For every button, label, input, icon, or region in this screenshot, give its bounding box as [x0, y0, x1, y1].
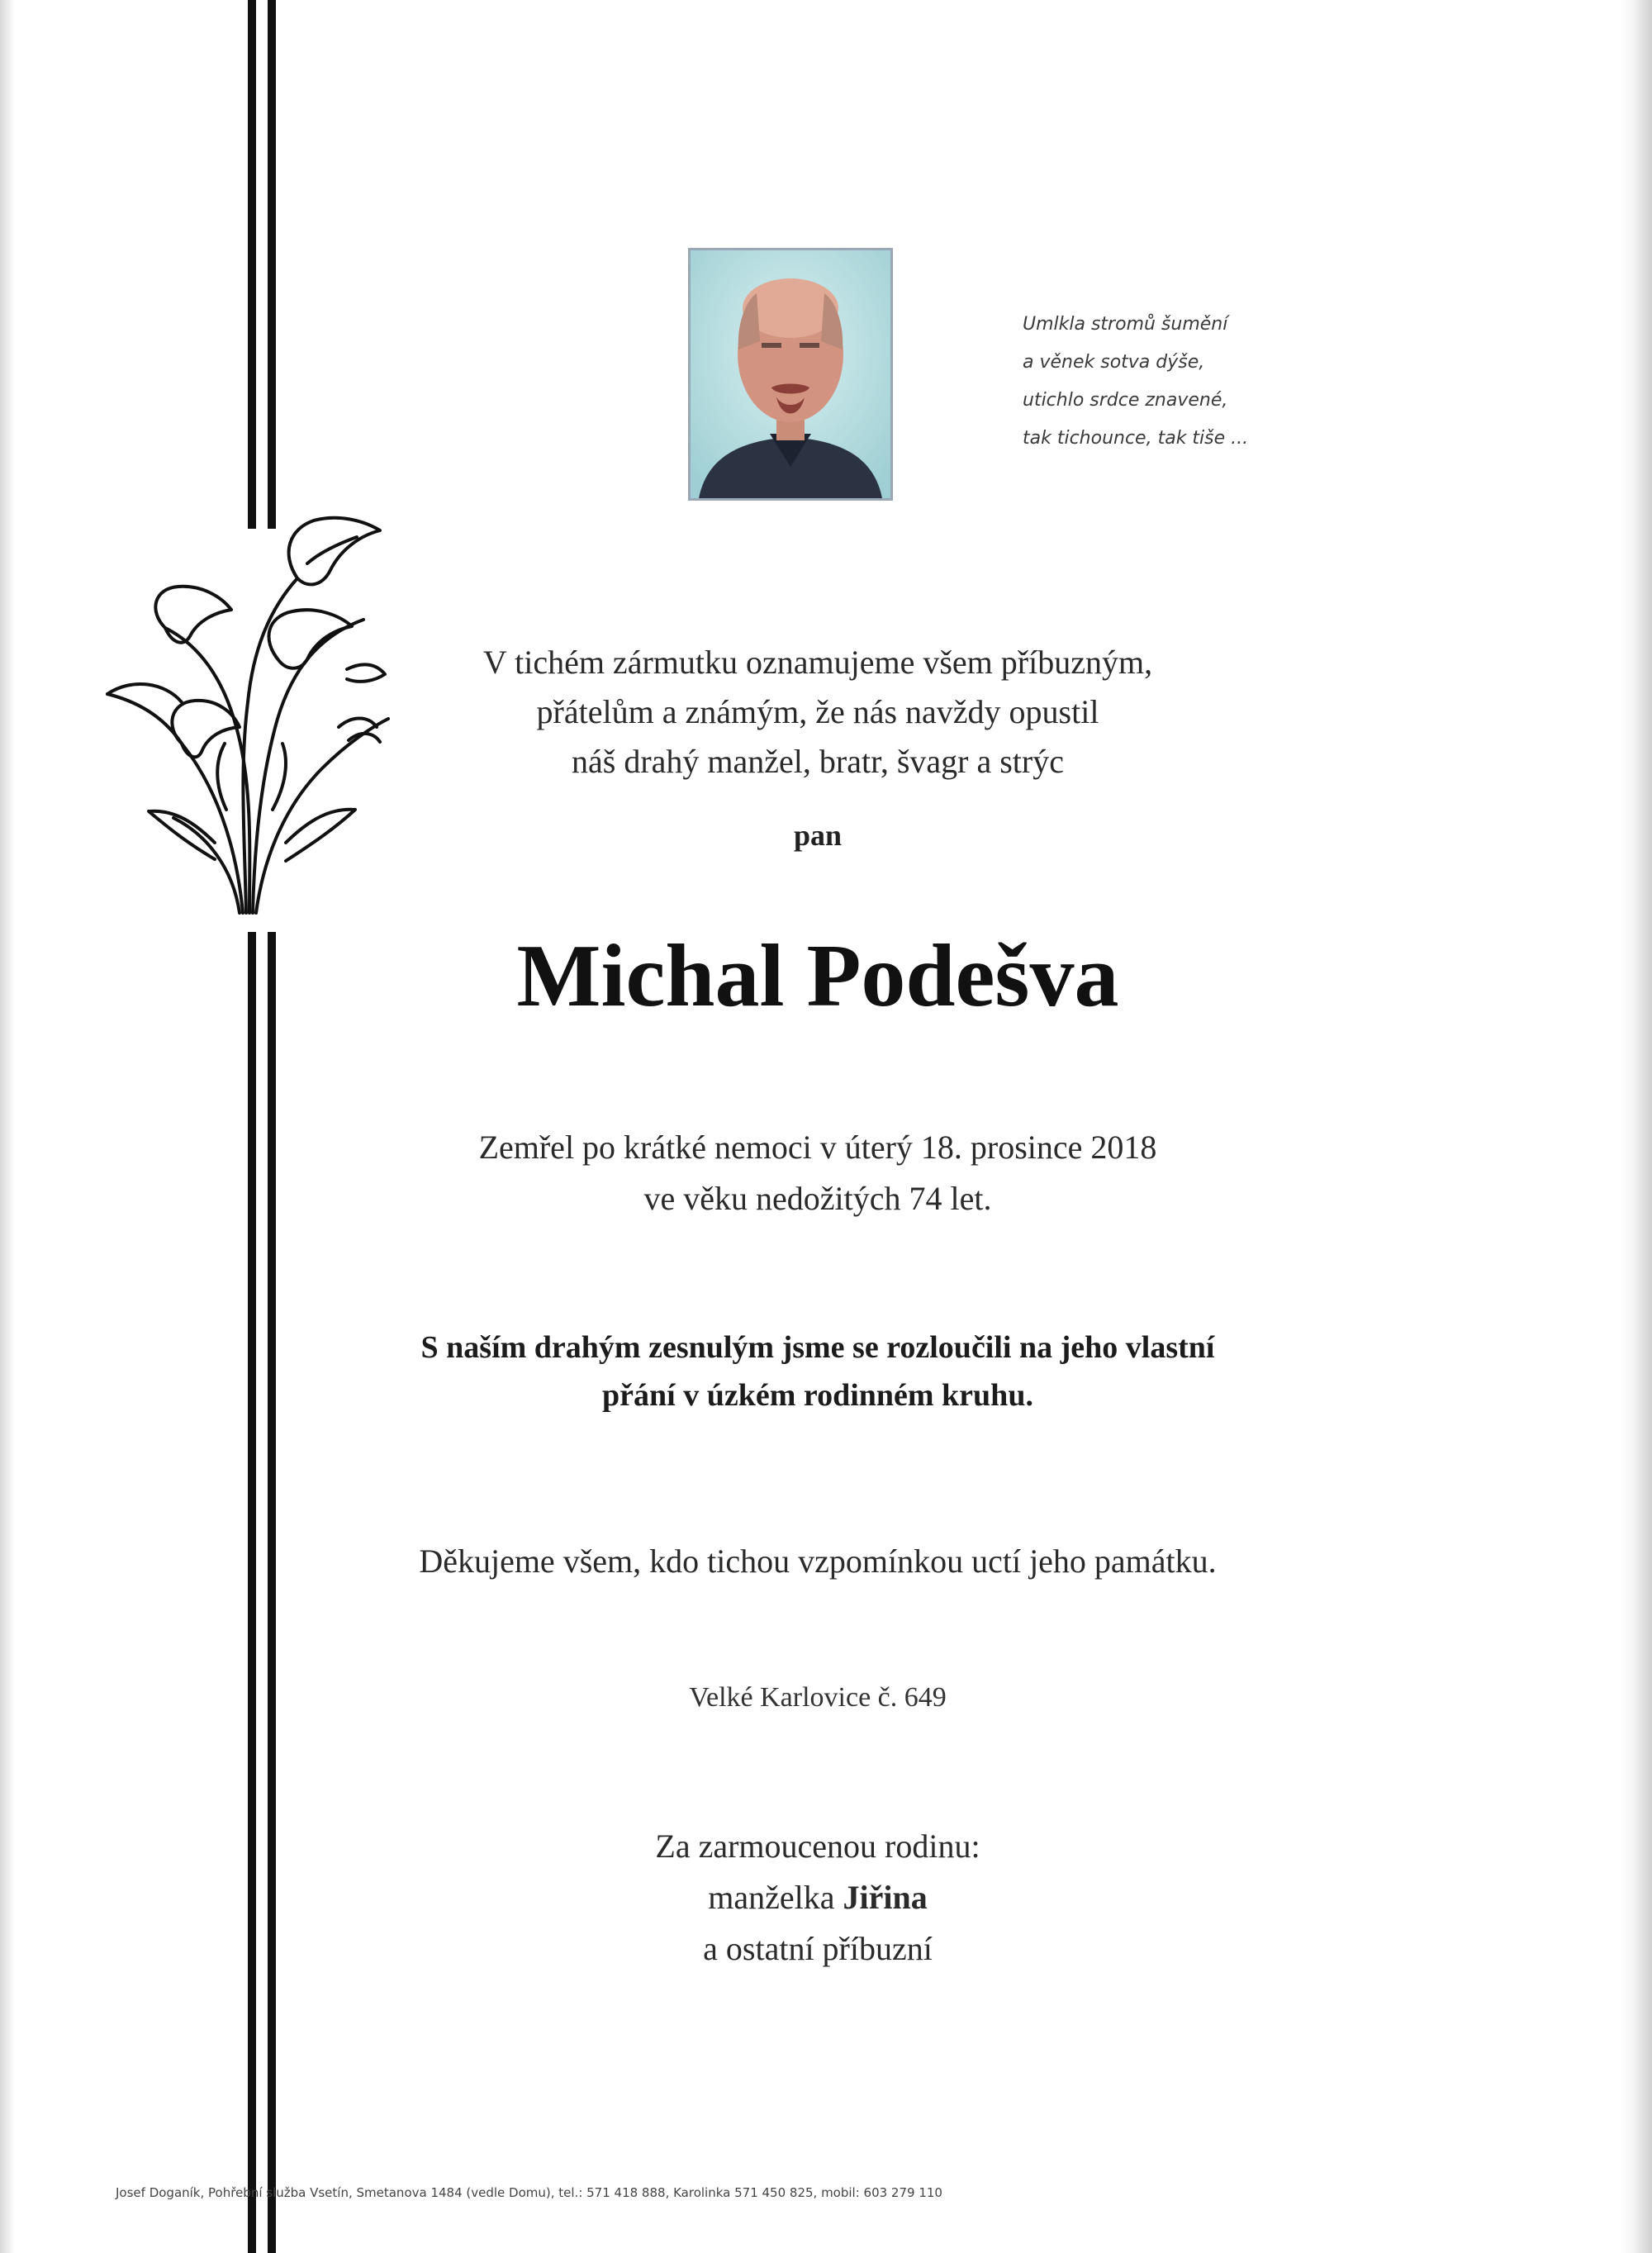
- intro-line: V tichém zármutku oznamujeme všem příbuzným,: [482, 644, 1153, 681]
- death-line: Zemřel po krátké nemoci v úterý 18. prosince 2018: [478, 1129, 1157, 1166]
- intro-line: náš drahý manžel, bratr, švagr a strýc: [572, 743, 1064, 780]
- mourning-rule-left-bottom: [248, 932, 256, 2253]
- poem-line: Umlkla stromů šumění: [1023, 314, 1228, 335]
- poem-line: a věnek sotva dýše,: [1023, 352, 1205, 373]
- family-line-intro: Za zarmoucenou rodinu:: [655, 1828, 980, 1865]
- death-line: ve věku nedožitých 74 let.: [643, 1180, 992, 1217]
- memorial-poem: [1023, 306, 1336, 458]
- intro-line: přátelům a známým, že nás navždy opustil: [536, 693, 1099, 730]
- poem-line: tak tichounce, tak tiše ...: [1023, 428, 1249, 449]
- mourning-rule-right-top: [268, 0, 276, 529]
- paper-edge-left: [0, 0, 15, 2253]
- family-line-spouse: [273, 1872, 1363, 1923]
- announcement-intro: [273, 638, 1363, 787]
- funeral-service-footer: Josef Doganík, Pohřební služba Vsetín, Smetanova 1484 (vedle Domu), tel.: 571 418 888, Karolinka 571 450 825, mobil: 603 279 110: [116, 2185, 942, 2200]
- spouse-name: Jiřina: [843, 1879, 928, 1916]
- family-address: Velké Karlovice č. 649: [689, 1682, 947, 1713]
- paper-edge-right: [1619, 0, 1652, 2253]
- spouse-prefix: manželka: [708, 1879, 843, 1916]
- family-line-relatives: a ostatní příbuzní: [703, 1930, 933, 1967]
- portrait-photo: [688, 248, 893, 501]
- poem-line: utichlo srdce znavené,: [1023, 390, 1228, 411]
- farewell-line: přání v úzkém rodinném kruhu.: [602, 1378, 1033, 1413]
- death-notice: [273, 1122, 1363, 1224]
- deceased-name: Michal Podešva: [516, 927, 1119, 1025]
- portrait-figure-icon: [691, 250, 890, 498]
- farewell-line: S naším drahým zesnulým jsme se rozloučili na jeho vlastní: [420, 1330, 1215, 1365]
- farewell-note: [273, 1324, 1363, 1419]
- salutation: pan: [793, 819, 843, 852]
- mourning-rule-left-top: [248, 0, 256, 529]
- thanks-line: Děkujeme všem, kdo tichou vzpomínkou uctí jeho památku.: [419, 1542, 1217, 1580]
- family-signature: [273, 1821, 1363, 1975]
